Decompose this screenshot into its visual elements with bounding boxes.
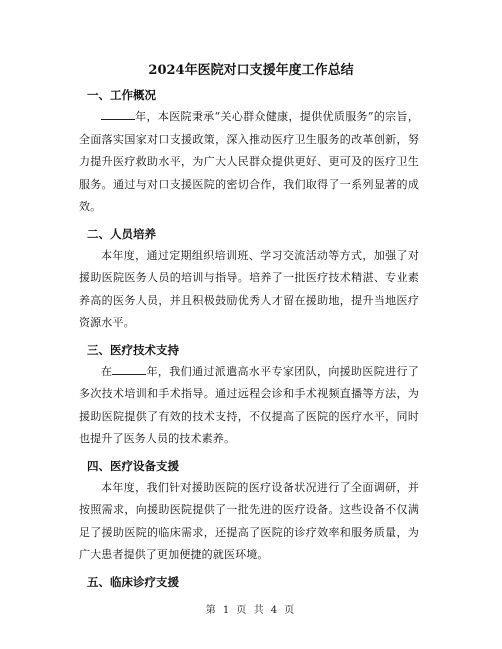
paragraph-text: 年，本医院秉承“关心群众健康，提供优质服务”的宗旨，全面落实国家对口支援政策，深入推动医疗卫生服务的改革创新，努力提升医疗救助水平，为广大人民群众提供更好、更可及的医疗卫生服务。通过与对口支援医院的密切合作，我们取得了一系列显著的成效。 [79, 110, 419, 213]
section-paragraph: 本年度，我们针对援助医院的医疗设备状况进行了全面调研，并按照需求，向援助医院提供了一批先进的医疗设备。这些设备不仅满足了援助医院的临床需求，还提高了医院的诊疗效率和服务质量，为广大患者提供了更加便捷的就医环境。 [79, 480, 419, 561]
section-work-overview [79, 84, 419, 219]
document-body [79, 84, 419, 593]
paragraph-prefix: 在 [101, 364, 113, 378]
section-paragraph [79, 106, 419, 219]
section-clinical-support [79, 571, 419, 593]
section-heading: 五、临床诊疗支援 [87, 574, 179, 589]
section-staff-training [79, 223, 419, 335]
section-heading: 二、人员培养 [87, 226, 156, 241]
document-title: 2024年医院对口支援年度工作总结 [148, 63, 354, 78]
section-equipment-support [79, 455, 419, 567]
section-heading: 三、医疗技术支持 [87, 342, 179, 357]
fill-in-blank [112, 363, 146, 375]
section-heading: 一、工作概况 [87, 88, 156, 102]
section-paragraph: 本年度，通过定期组织培训班、学习交流活动等方式，加强了对援助医院医务人员的培训与指导。培养了一批医疗技术精湛、专业素养高的医务人员，并且积极鼓励优秀人才留在援助地，提升当地医疗资源水平。 [79, 248, 419, 329]
fill-in-blank [101, 108, 135, 120]
section-paragraph [79, 361, 419, 451]
page-number-footer: 第 1 页 共 4 页 [205, 605, 297, 616]
paragraph-text: 年，我们通过派遣高水平专家团队，向援助医院进行了多次技术培训和手术指导。通过远程会诊和手术视频直播等方法，为援助医院提供了有效的技术支持，不仅提高了医院的医疗水平，同时也提升了医务人员的技术素养。 [79, 364, 419, 445]
section-heading: 四、医疗设备支援 [87, 458, 179, 473]
section-medical-tech-support [79, 339, 419, 451]
